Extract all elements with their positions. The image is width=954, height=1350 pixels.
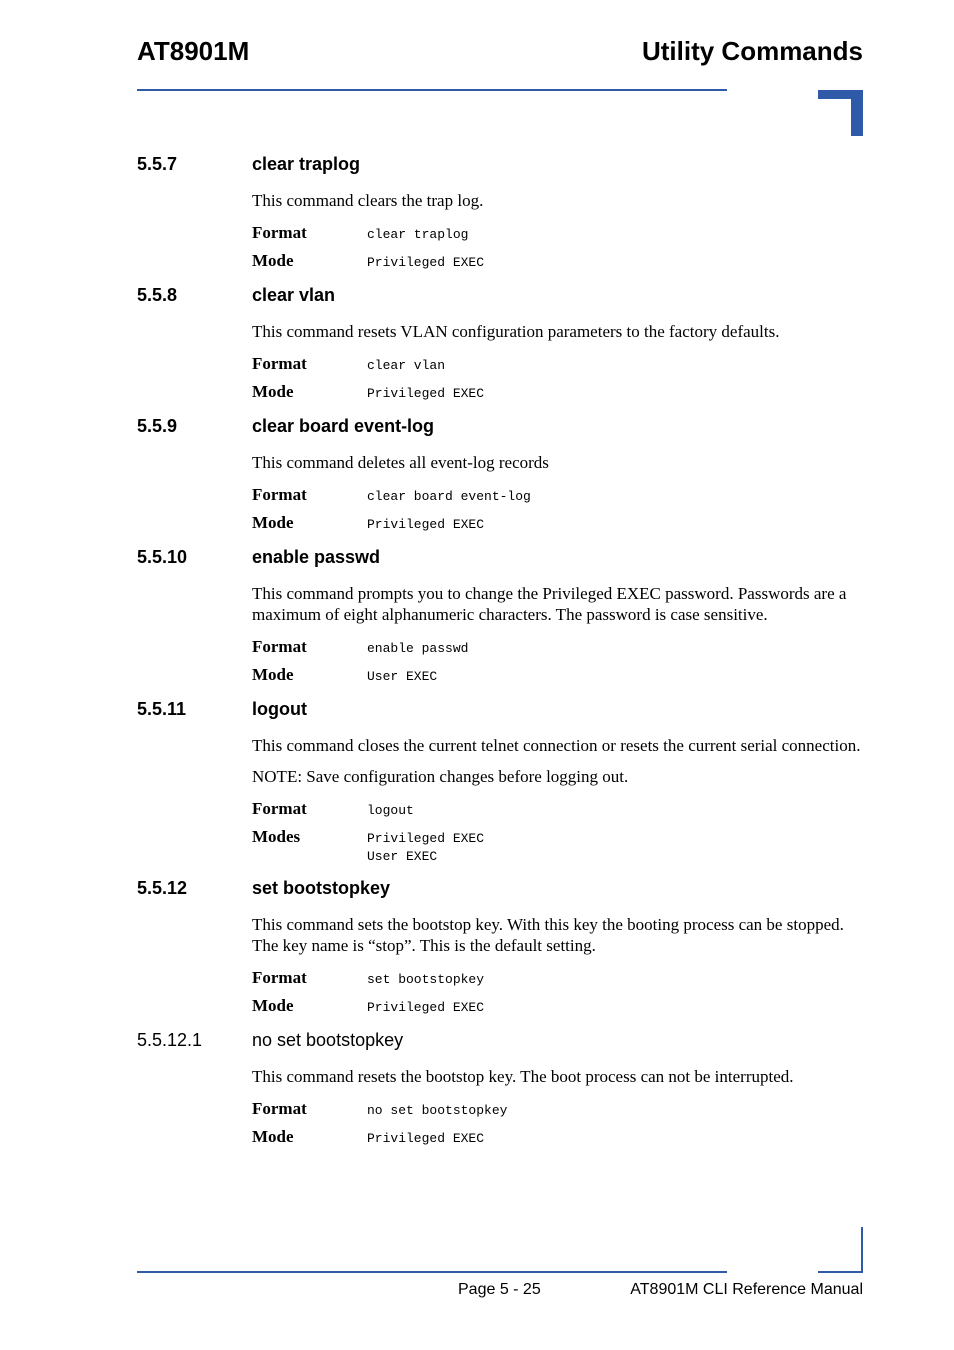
attribute-label: Mode	[252, 382, 294, 401]
attribute-label: Format	[252, 968, 307, 987]
command-text: Privileged EXEC	[367, 1131, 485, 1146]
section-title: clear board event-log	[252, 416, 435, 436]
attribute-label: Format	[252, 1099, 307, 1118]
attribute-value	[367, 380, 484, 404]
attribute-label: Format	[252, 637, 307, 656]
section-title: enable passwd	[252, 547, 381, 567]
section-description: This command deletes all event-log records	[252, 453, 549, 472]
attribute-value	[367, 825, 484, 866]
attribute-value	[367, 1125, 484, 1149]
section-number: 5.5.12	[137, 878, 188, 898]
attribute-label: Mode	[252, 251, 294, 270]
section-heading	[137, 281, 863, 309]
section-heading	[137, 412, 863, 440]
section-title: clear vlan	[252, 285, 336, 305]
header-product-name: AT8901M	[137, 36, 250, 66]
section	[137, 412, 863, 543]
section	[137, 695, 863, 874]
attribute-value	[367, 511, 484, 535]
attribute-value	[367, 966, 484, 990]
attribute-label: Modes	[252, 827, 301, 846]
command-text: clear board event-log	[367, 489, 531, 504]
attribute-value	[367, 635, 468, 659]
attribute-value	[367, 1097, 507, 1121]
section-title: no set bootstopkey	[252, 1030, 404, 1050]
command-attribute-row	[252, 1097, 863, 1121]
command-attribute-row	[252, 797, 863, 821]
header-corner-mark	[818, 90, 863, 136]
section-heading	[137, 1026, 863, 1054]
footer-rule	[137, 1271, 727, 1273]
attribute-value	[367, 221, 468, 245]
command-attribute-row	[252, 1125, 863, 1149]
section-description: NOTE: Save configuration changes before logging out.	[252, 767, 629, 786]
attribute-label: Mode	[252, 665, 294, 684]
attribute-value	[367, 483, 531, 507]
section	[137, 874, 863, 1026]
section-description: This command resets the bootstop key. The boot process can not be interrupted.	[252, 1067, 794, 1086]
section-title: clear traplog	[252, 154, 361, 174]
section-title: logout	[252, 699, 307, 719]
section-title: set bootstopkey	[252, 878, 391, 898]
command-attribute-row	[252, 825, 863, 866]
section-description: This command sets the bootstop key. With this key the booting process can be stopped. The key name is “stop”. This is the default setting.	[252, 915, 844, 955]
attribute-label: Mode	[252, 1127, 294, 1146]
section-heading	[137, 695, 863, 723]
attribute-value	[367, 797, 414, 821]
command-attribute-row	[252, 966, 863, 990]
footer-page-number: Page 5 - 25	[458, 1281, 541, 1298]
command-text: User EXEC	[367, 669, 438, 684]
section-number: 5.5.10	[137, 547, 188, 567]
section-number: 5.5.9	[137, 416, 178, 436]
header-rule	[137, 89, 727, 91]
section-number: 5.5.7	[137, 154, 178, 174]
command-attribute-row	[252, 511, 863, 535]
footer-manual-title: AT8901M CLI Reference Manual	[630, 1281, 863, 1298]
command-text: clear traplog	[367, 227, 469, 242]
section-description: This command closes the current telnet connection or resets the current serial connection.	[252, 736, 861, 755]
attribute-value	[367, 249, 484, 273]
command-text: no set bootstopkey	[367, 1103, 508, 1118]
page-content	[137, 150, 863, 1157]
command-text: logout	[367, 803, 414, 818]
section-number: 5.5.8	[137, 285, 178, 305]
command-attribute-row	[252, 380, 863, 404]
attribute-value	[367, 663, 437, 687]
attribute-value	[367, 994, 484, 1018]
command-text: clear vlan	[367, 358, 446, 373]
section-heading	[137, 150, 863, 178]
attribute-value	[367, 352, 445, 376]
section-number: 5.5.11	[137, 699, 187, 719]
command-attribute-row	[252, 221, 863, 245]
section-heading	[137, 874, 863, 902]
command-text: Privileged EXEC	[367, 1000, 485, 1015]
command-attribute-row	[252, 663, 863, 687]
command-attribute-row	[252, 994, 863, 1018]
attribute-label: Mode	[252, 996, 294, 1015]
section	[137, 543, 863, 695]
command-attribute-row	[252, 635, 863, 659]
attribute-label: Format	[252, 223, 307, 242]
section-number: 5.5.12.1	[137, 1030, 203, 1050]
attribute-label: Format	[252, 354, 307, 373]
command-text: Privileged EXEC	[367, 831, 485, 846]
section	[137, 150, 863, 281]
header-chapter-title: Utility Commands	[641, 36, 863, 66]
command-text: Privileged EXEC	[367, 386, 485, 401]
section-description: This command resets VLAN configuration parameters to the factory defaults.	[252, 322, 780, 341]
section	[137, 1026, 863, 1157]
section-heading	[137, 543, 863, 571]
footer-corner-mark	[818, 1227, 863, 1273]
command-text: set bootstopkey	[367, 972, 485, 987]
command-text: Privileged EXEC	[367, 517, 485, 532]
command-attribute-row	[252, 483, 863, 507]
attribute-label: Format	[252, 485, 307, 504]
section-description: This command clears the trap log.	[252, 191, 484, 210]
command-attribute-row	[252, 352, 863, 376]
command-attribute-row	[252, 249, 863, 273]
command-text: enable passwd	[367, 641, 469, 656]
command-text: Privileged EXEC	[367, 255, 485, 270]
attribute-label: Format	[252, 799, 307, 818]
section-description: This command prompts you to change the Privileged EXEC password. Passwords are a maximum of eight alphanumeric characters. The password is case sensitive.	[252, 584, 847, 624]
command-text: User EXEC	[367, 849, 438, 864]
section	[137, 281, 863, 412]
attribute-label: Mode	[252, 513, 294, 532]
